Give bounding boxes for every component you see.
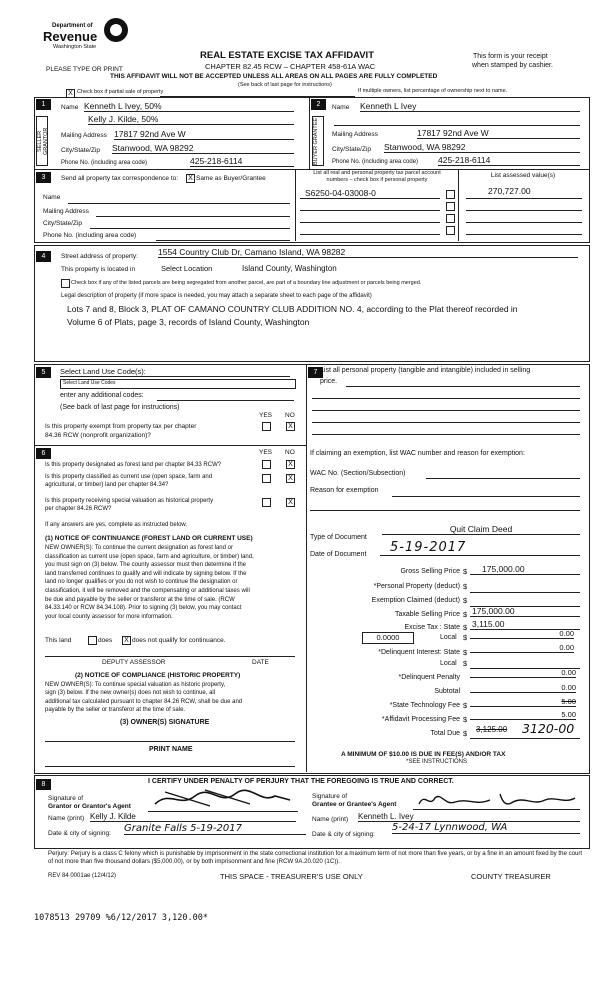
- grantor-sig-label-1: Signature of: [48, 795, 84, 802]
- seller-name-1[interactable]: Kenneth L Ivey, 50%: [84, 101, 294, 112]
- notice-continuance-title: (1) NOTICE OF CONTINUANCE (FOREST LAND OR CURRENT USE): [45, 535, 253, 542]
- current-use-question-2: agricultural, or timber) land per chapter 84.34?: [45, 482, 169, 488]
- historic-question-1: Is this property receiving special valuation as historical property: [45, 498, 214, 504]
- state-tech-fee-value[interactable]: 5.00: [470, 697, 576, 707]
- seller-name-label: Name: [61, 104, 79, 111]
- personal-property-text-1: List all personal property (tangible and intangible) included in selling: [320, 367, 531, 374]
- section-5-number: 5: [36, 367, 51, 378]
- personal-property-checkbox-3[interactable]: [446, 214, 455, 223]
- section-6-no: NO: [285, 449, 295, 456]
- perjury-notice: Perjury: Perjury is a class C felony which is punishable by imprisonment in the state correctional institution for a maximum term of not more than five years, or by a fine in an amount fixed by the court of not more than five thousand dollars ($5,000.00), or by both imprisonment and fine (RCW 9A.20.020 (1C)).: [48, 850, 583, 865]
- exemption-dollar: $: [463, 596, 468, 605]
- deputy-assessor-label: DEPUTY ASSESSOR: [102, 659, 166, 666]
- grantor-signature[interactable]: [150, 786, 295, 810]
- section-6-yes: YES: [259, 449, 273, 456]
- section-5-yes: YES: [259, 412, 273, 419]
- partial-sale-label: Check box if partial sale of property: [77, 89, 164, 95]
- dept-label-revenue: Revenue: [43, 29, 98, 44]
- land-use-select[interactable]: [60, 379, 296, 389]
- seller-name-2[interactable]: Kelly J. Kilde, 50%: [88, 114, 294, 125]
- current-use-yes-checkbox[interactable]: [262, 474, 271, 483]
- exemption-instructions: If claiming an exemption, list WAC number and reason for exemption:: [310, 450, 525, 457]
- total-due-handwritten[interactable]: 3120-00: [522, 721, 575, 736]
- correspondence-label: Send all property tax correspondence to:: [61, 175, 179, 182]
- taxable-dollar: $: [463, 610, 468, 619]
- street-label: Street address of property:: [61, 253, 138, 260]
- corr-phone-label: Phone No. (including area code): [43, 232, 137, 239]
- corr-name-label: Name: [43, 194, 61, 201]
- land-use-label: Select Land Use Code(s):: [60, 367, 290, 377]
- owner-signature-label: (3) OWNER(S) SIGNATURE: [120, 719, 210, 726]
- buyer-name-label: Name: [332, 104, 350, 111]
- buyer-address-label: Mailing Address: [332, 131, 378, 138]
- segregated-checkbox[interactable]: [61, 279, 70, 288]
- taxable-price-label: Taxable Selling Price: [395, 611, 460, 618]
- any-yes-note: If any answers are yes, complete as instructed below.: [45, 522, 188, 528]
- located-label: This property is located in: [61, 266, 136, 273]
- personal-property-checkbox-2[interactable]: [446, 202, 455, 211]
- current-use-no-checkbox[interactable]: X: [286, 474, 295, 483]
- parcel-header-2: numbers – check box if personal property: [326, 177, 428, 183]
- grantor-date-city[interactable]: Granite Falls 5-19-2017: [124, 823, 306, 835]
- historic-question-2: per chapter 84.26 RCW?: [45, 506, 112, 512]
- location-select[interactable]: Select Location: [161, 264, 213, 273]
- receipt-note-2: when stamped by cashier.: [472, 62, 553, 69]
- land-does-not-label: does not qualify for continuance.: [132, 637, 226, 644]
- exemption-reason-label: Reason for exemption: [310, 487, 379, 494]
- seller-city-label: City/State/Zip: [61, 147, 101, 154]
- forest-land-question: Is this property designated as forest land per chapter 84.33 RCW?: [45, 462, 222, 468]
- doc-date-value[interactable]: 5-19-2017: [380, 540, 580, 556]
- current-use-question-1: Is this property classified as current use (open space, farm and: [45, 474, 213, 480]
- affidavit-fee-label: *Affidavit Processing Fee: [381, 716, 460, 723]
- land-use-select-value: Select Land Use Codes: [63, 380, 116, 386]
- delinquent-interest-value[interactable]: 0.00: [470, 643, 574, 653]
- segregated-label: Check box if any of the listed parcels are being segregated from another parcel, are part of a boundary line adjustment or parcels being merged.: [71, 280, 422, 286]
- additional-codes-label: enter any additional codes:: [60, 392, 144, 399]
- buyer-phone-label: Phone No. (including area code): [332, 159, 419, 165]
- buyer-address[interactable]: 17817 92nd Ave W: [417, 128, 580, 139]
- tech-dollar: $: [463, 701, 468, 710]
- form-chapter: CHAPTER 82.45 RCW – CHAPTER 458-61A WAC: [205, 62, 376, 71]
- see-instructions-note: *SEE INSTRUCTIONS: [406, 759, 468, 765]
- seller-address[interactable]: 17817 92nd Ave W: [114, 129, 294, 140]
- legal-description-2[interactable]: Volume 6 of Plats, page 3, records of Island County, Washington: [67, 317, 310, 327]
- section-7-number: 7: [308, 367, 323, 378]
- historic-yes-checkbox[interactable]: [262, 498, 271, 507]
- grantee-printed-name[interactable]: Kenneth L. Ivey: [358, 812, 580, 822]
- buyer-city[interactable]: Stanwood, WA 98292: [384, 142, 580, 153]
- personal-property-deduct-label: *Personal Property (deduct): [373, 583, 460, 590]
- section-8-number: 8: [36, 779, 51, 790]
- grantee-date-city[interactable]: 5-24-17 Lynnwood, WA: [392, 822, 580, 834]
- doc-type-label: Type of Document: [310, 534, 367, 541]
- forest-yes-checkbox[interactable]: [262, 460, 271, 469]
- grantee-date-city-label: Date & city of signing:: [312, 831, 375, 838]
- gross-dollar: $: [463, 567, 468, 576]
- notice-compliance-text: NEW OWNER(S): To continue special valuation as historic property, sign (3) below. If the new owner(s) does not wish to continue, all additional tax calculated pursuant to chapter 84.26 RCW, shall be due and payable by the seller or transferor at the time of sale.: [45, 682, 243, 713]
- section-4-number: 4: [36, 251, 51, 262]
- county-name: Island County, Washington: [242, 264, 337, 273]
- partial-sale-checkbox[interactable]: X: [66, 89, 75, 98]
- section-5-no: NO: [285, 412, 295, 419]
- seller-phone[interactable]: 425-218-6114: [190, 156, 294, 167]
- form-revision: REV 84 0001ae (12/4/12): [48, 873, 117, 879]
- print-name-label: PRINT NAME: [149, 746, 193, 753]
- excise-state-label: Excise Tax : State: [404, 624, 460, 631]
- excise-dollar: $: [463, 623, 468, 632]
- grantee-sig-label-1: Signature of: [312, 793, 348, 800]
- dept-label-state: Washington State: [53, 44, 97, 50]
- certify-statement: I CERTIFY UNDER PENALTY OF PERJURY THAT THE FOREGOING IS TRUE AND CORRECT.: [148, 778, 454, 785]
- buyer-phone[interactable]: 425-218-6114: [438, 155, 580, 166]
- parcel-number[interactable]: S6250-04-03008-0: [305, 188, 376, 198]
- form-title: REAL ESTATE EXCISE TAX AFFIDAVIT: [200, 50, 375, 61]
- section-6-number: 6: [36, 448, 51, 459]
- doc-type-value[interactable]: Quit Claim Deed: [382, 524, 580, 535]
- county-treasurer-label: COUNTY TREASURER: [471, 872, 551, 881]
- wa-logo-icon: [104, 18, 128, 42]
- see-back-note: (See back of last page for instructions): [238, 82, 332, 88]
- this-land-label: This land: [45, 637, 72, 644]
- personal-property-checkbox-4[interactable]: [446, 226, 455, 235]
- grantor-sig-label-2: Grantor or Grantor's Agent: [48, 803, 131, 810]
- delinquent-penalty-label: *Delinquent Penalty: [398, 674, 460, 681]
- please-type: PLEASE TYPE OR PRINT: [46, 66, 123, 73]
- state-tech-fee-label: *State Technology Fee: [389, 702, 460, 709]
- delinquent-penalty-value[interactable]: 0.00: [470, 668, 576, 678]
- assessed-value[interactable]: 270,727.00: [488, 186, 531, 196]
- minimum-fee-note: A MINIMUM OF $10.00 IS DUE IN FEE(S) AND/OR TAX: [341, 751, 506, 758]
- grantee-signature[interactable]: [415, 790, 580, 810]
- legal-description-1[interactable]: Lots 7 and 8, Block 3, PLAT OF CAMANO COUNTRY CLUB ADDITION NO. 4, according to the Plat thereof recorded in: [67, 304, 518, 314]
- multiple-owners-note: If multiple owners, list percentage of ownership next to name.: [358, 88, 508, 94]
- land-does-not-checkbox[interactable]: X: [122, 636, 131, 645]
- section-2-number: 2: [311, 99, 326, 110]
- seller-address-label: Mailing Address: [61, 132, 107, 139]
- assessor-date-label: DATE: [252, 659, 269, 666]
- total-due-typed[interactable]: 3,125.00: [476, 725, 508, 734]
- personal-dollar: $: [463, 582, 468, 591]
- exempt-question-1: Is this property exempt from property tax per chapter: [45, 423, 197, 430]
- gross-price-value[interactable]: 175,000.00: [470, 564, 580, 575]
- subtotal-value[interactable]: 0.00: [470, 683, 576, 693]
- personal-property-text-2: price.: [320, 378, 338, 385]
- treasurer-stamp: 1078513 29709 %6/12/2017 3,120.00*: [34, 913, 208, 923]
- exemption-deduct-label: Exemption Claimed (deduct): [371, 597, 460, 604]
- seller-city[interactable]: Stanwood, WA 98292: [112, 143, 294, 154]
- notice-compliance-title: (2) NOTICE OF COMPLIANCE (HISTORIC PROPERTY): [75, 672, 241, 679]
- doc-date-label: Date of Document: [310, 551, 367, 558]
- treasurer-space-label: THIS SPACE - TREASURER'S USE ONLY: [220, 872, 363, 881]
- total-dollar: $: [463, 729, 468, 738]
- grantor-name-label: Name (print): [48, 815, 85, 822]
- taxable-price-value[interactable]: 175,000.00: [470, 606, 580, 617]
- section-3-number: 3: [36, 172, 51, 183]
- grantee-sig-label-2: Grantee or Grantee's Agent: [312, 801, 397, 808]
- affidavit-dollar: $: [463, 715, 468, 724]
- excise-state-value[interactable]: 3,115.00: [470, 619, 580, 630]
- personal-property-checkbox-1[interactable]: [446, 190, 455, 199]
- buyer-city-label: City/State/Zip: [332, 146, 372, 153]
- section-1-number: 1: [36, 99, 51, 110]
- assessed-header: List assessed value(s): [490, 172, 556, 179]
- exempt-no-checkbox[interactable]: X: [286, 422, 295, 431]
- grantee-name-label: Name (print): [312, 816, 349, 823]
- local-dollar: $: [463, 633, 468, 642]
- land-use-see-back: (See back of last page for instructions): [60, 404, 180, 411]
- forest-no-checkbox[interactable]: X: [286, 460, 295, 469]
- notice-continuance-text: NEW OWNER(S): To continue the current designation as forest land or classification as current use (open space, farm and agriculture, or timber) land, you must sign on (3) below. The county assessor must then determine if the land transferred continues to qualify and will indicate by signing below. If the land no longer qualifies or you do not wish to continue the designation or classification, it will be removed and the compensating or additional taxes will be due and payable by the seller or transferor at the time of sale. (RCW 84.33.140 or RCW 84.34.108). Prior to signing (3) below, you may contact your local county assessor for more information.: [45, 545, 254, 620]
- land-does-label: does: [98, 637, 113, 644]
- local-interest-label: Local: [440, 660, 457, 667]
- street-address[interactable]: 1554 Country Club Dr, Camano Island, WA 98282: [158, 247, 578, 258]
- interest-dollar: $: [463, 648, 468, 657]
- corr-address-label: Mailing Address: [43, 208, 89, 215]
- parcel-header-1: List all real and personal property tax parcel account: [313, 170, 441, 176]
- exempt-yes-checkbox[interactable]: [262, 422, 271, 431]
- wac-label: WAC No. (Section/Subsection): [310, 470, 406, 477]
- gross-price-label: Gross Selling Price: [400, 568, 460, 575]
- local-rate-input[interactable]: 0.0000: [362, 632, 414, 644]
- seller-side-label: SELLER GRANTOR: [36, 116, 48, 166]
- local-interest-dollar: $: [463, 659, 468, 668]
- local-tax-value[interactable]: 0.00: [470, 629, 574, 639]
- buyer-side-label: BUYER GRANTEE: [312, 116, 324, 166]
- receipt-note-1: This form is your receipt: [473, 53, 548, 60]
- dept-label-top: Department of: [52, 23, 93, 29]
- legal-label: Legal description of property (if more space is needed, you may attach a separate sheet to each page of the affidavit): [61, 293, 372, 299]
- grantor-printed-name[interactable]: Kelly J. Kilde: [90, 812, 296, 822]
- same-as-buyer-checkbox[interactable]: X: [186, 174, 195, 183]
- seller-phone-label: Phone No. (including area code): [61, 160, 148, 166]
- subtotal-label: Subtotal: [434, 688, 460, 695]
- buyer-name[interactable]: Kenneth L Ivey: [360, 101, 580, 112]
- grantor-date-city-label: Date & city of signing:: [48, 830, 111, 837]
- not-accepted-warning: THIS AFFIDAVIT WILL NOT BE ACCEPTED UNLESS ALL AREAS ON ALL PAGES ARE FULLY COMPLETED: [110, 73, 438, 80]
- corr-city-label: City/State/Zip: [43, 220, 83, 227]
- delinquent-interest-label: *Delinquent Interest: State: [378, 649, 460, 656]
- land-does-checkbox[interactable]: [88, 636, 97, 645]
- same-as-buyer-label: Same as Buyer/Grantee: [196, 175, 266, 182]
- local-tax-label: Local: [440, 634, 457, 641]
- affidavit-fee-value[interactable]: 5.00: [470, 710, 576, 720]
- total-due-label: Total Due: [430, 730, 460, 737]
- historic-no-checkbox[interactable]: X: [286, 498, 295, 507]
- exempt-question-2: 84.36 RCW (nonprofit organization)?: [45, 432, 151, 439]
